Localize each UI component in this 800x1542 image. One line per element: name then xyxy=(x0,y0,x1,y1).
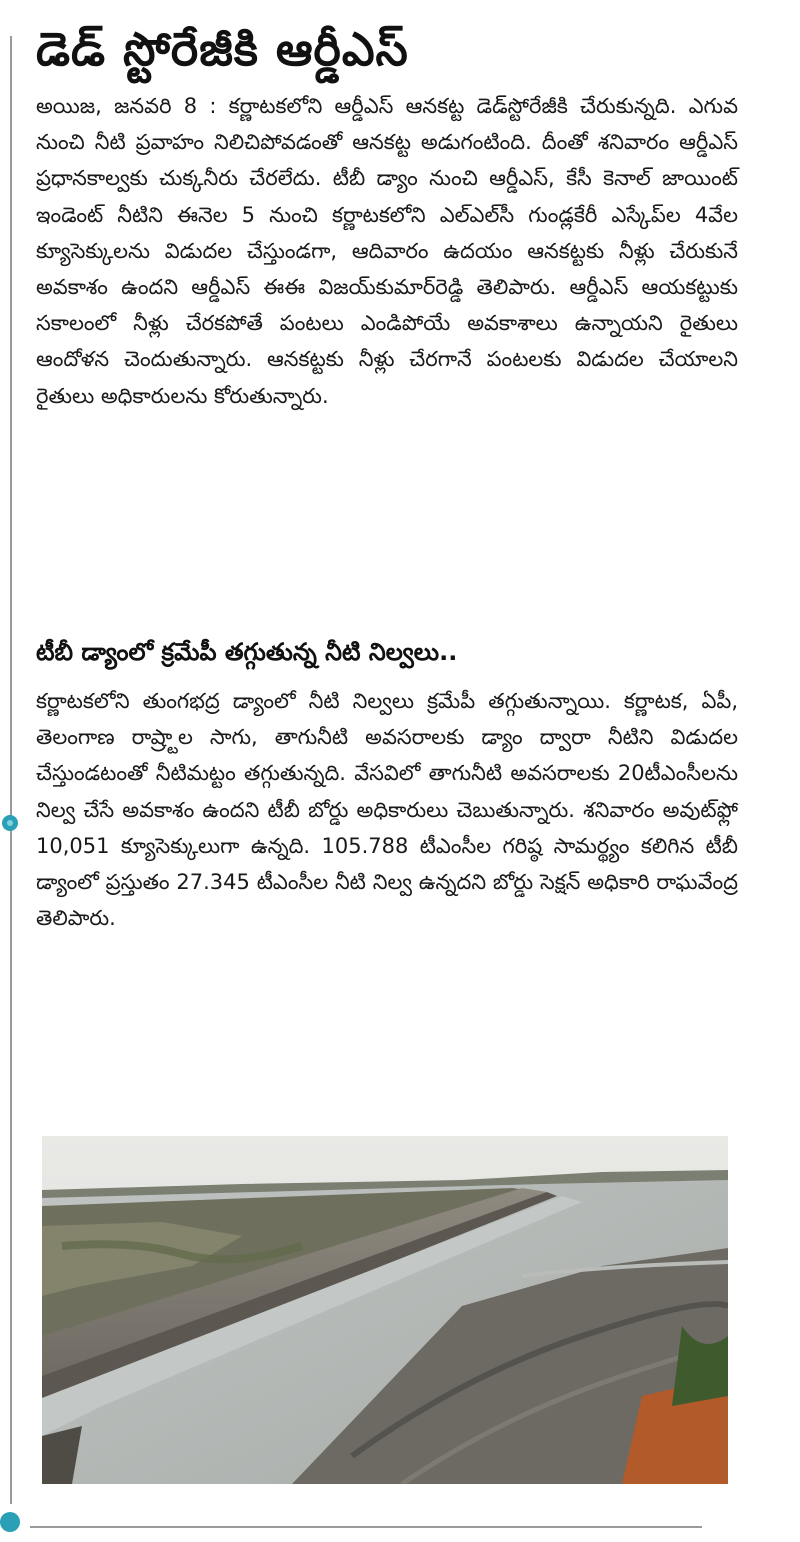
article-headline: డెడ్ స్టోరేజీకి ఆర్డీఎస్ xyxy=(36,22,409,76)
column-rule-left xyxy=(10,36,12,1504)
clipping-marker-dot xyxy=(2,815,18,831)
article-photo xyxy=(42,1136,728,1484)
column-rule-bottom xyxy=(30,1526,702,1528)
article-body-paragraph: అయిజ, జనవరి 8 : కర్ణాటకలోని ఆర్డీఎస్ ఆనకట్ట డెడ్‌స్టోరేజీకి చేరుకున్నది. ఎగువ నుంచి నీటి ప్రవాహం నిలిచిపోవడంతో ఆనకట్ట అడుగంటింది. దీంతో శనివారం ఆర్డీఎస్ ప్రధానకాల్వకు చుక్కనీరు చేరలేదు. టీబీ డ్యాం నుంచి ఆర్డీఎస్, కేసీ కెనాల్ జాయింట్ ఇండెంట్ నీటిని ఈనెల 5 నుంచి కర్ణాటకలోని ఎల్‌ఎల్‌సీ గుండ్లకేరీ ఎస్కేప్‌ల 4వేల క్యూసెక్కులను విడుదల చేస్తుండగా, ఆదివారం ఉదయం ఆనకట్టకు నీళ్లు చేరుకునే అవకాశం ఉందని ఆర్డీఎస్ ఈఈ విజయ్‌కుమార్‌రెడ్డి తెలిపారు. ఆర్డీఎస్ ఆయకట్టుకు సకాలంలో నీళ్లు చేరకపోతే పంటలు ఎండిపోయే అవకాశాలు ఉన్నాయని రైతులు ఆందోళన చెందుతున్నారు. ఆనకట్టకు నీళ్లు చేరగానే పంటలకు విడుదల చేయాలని రైతులు అధికారులను కోరుతున్నారు. xyxy=(36,94,738,408)
article-subheading: టీబీ డ్యాంలో క్రమేపీ తగ్గుతున్న నీటి నిల్వలు.. xyxy=(36,638,458,666)
article-body-paragraph: కర్ణాటకలోని తుంగభద్ర డ్యాంలో నీటి నిల్వలు క్రమేపీ తగ్గుతున్నాయి. కర్ణాటక, ఏపీ, తెలంగాణ రాష్ర్టాల సాగు, తాగునీటి అవసరాలకు డ్యాం ద్వారా నీటిని విడుదల చేస్తుండటంతో నీటిమట్టం తగ్గుతున్నది. వేసవిలో తాగునీటి అవసరాలకు 20టీఎంసీలను నిల్వ చేసే అవకాశం ఉందని టీబీ బోర్డు అధికారులు చెబుతున్నారు. శనివారం అవుట్‌ఫ్లో 10,051 క్యూసెక్కులుగా ఉన్నది. 105.788 టీఎంసీల గరిష్ఠ సామర్థ్యం కలిగిన టీబీ డ్యాంలో ప్రస్తుతం 27.345 టీఎంసీల నీటి నిల్వ ఉన్నదని బోర్డు సెక్షన్ అధికారి రాఘవేంద్ర తెలిపారు. xyxy=(36,689,738,931)
clipping-marker-dot xyxy=(0,1512,20,1532)
